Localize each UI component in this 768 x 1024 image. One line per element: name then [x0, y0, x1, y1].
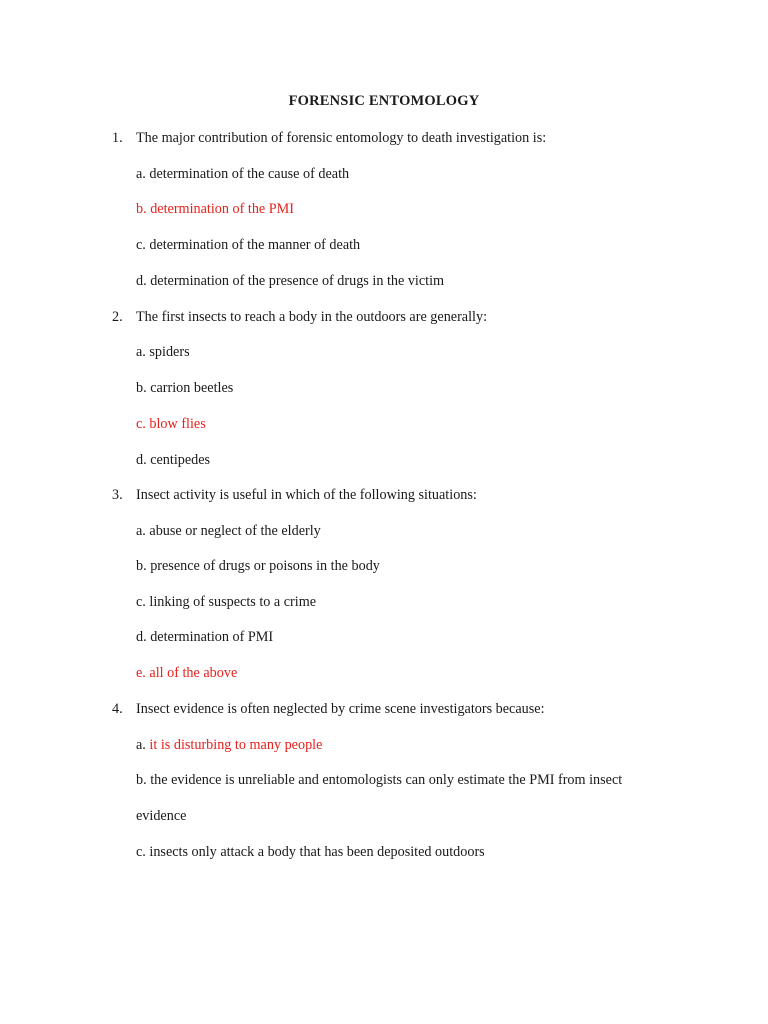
option-b: b. carrion beetles — [136, 380, 234, 396]
document-title: FORENSIC ENTOMOLOGY — [288, 93, 480, 109]
option-a-answer: it is disturbing to many people — [149, 737, 323, 753]
option-c: c. insects only attack a body that has been deposited outdoors — [136, 844, 485, 860]
option-c: c. determination of the manner of death — [136, 237, 361, 253]
question-number: 1. — [112, 130, 123, 146]
question-text: Insect evidence is often neglected by crime scene investigators because: — [136, 701, 545, 717]
option-b: b. the evidence is unreliable and entomologists can only estimate the PMI from insect — [136, 772, 623, 788]
option-b-answer: b. determination of the PMI — [136, 201, 295, 217]
question-number: 2. — [112, 309, 123, 325]
option-a-prefix: a. — [136, 737, 146, 753]
option-d: d. determination of the presence of drugs in the victim — [136, 273, 445, 289]
option-a — [136, 737, 322, 754]
option-d: d. centipedes — [136, 452, 211, 468]
option-d: d. determination of PMI — [136, 629, 274, 645]
option-a: a. abuse or neglect of the elderly — [136, 523, 321, 539]
question-text: The major contribution of forensic entomology to death investigation is: — [136, 130, 547, 146]
option-e-answer: e. all of the above — [136, 665, 238, 681]
question-text: The first insects to reach a body in the outdoors are generally: — [136, 309, 488, 325]
option-b-continuation: evidence — [136, 808, 187, 824]
option-c-answer: c. blow flies — [136, 416, 206, 432]
option-b: b. presence of drugs or poisons in the body — [136, 558, 380, 574]
question-number: 3. — [112, 487, 123, 503]
option-c: c. linking of suspects to a crime — [136, 594, 317, 610]
question-text: Insect activity is useful in which of the following situations: — [136, 487, 477, 503]
question-number: 4. — [112, 701, 123, 717]
option-a: a. determination of the cause of death — [136, 166, 350, 182]
option-a: a. spiders — [136, 344, 190, 360]
